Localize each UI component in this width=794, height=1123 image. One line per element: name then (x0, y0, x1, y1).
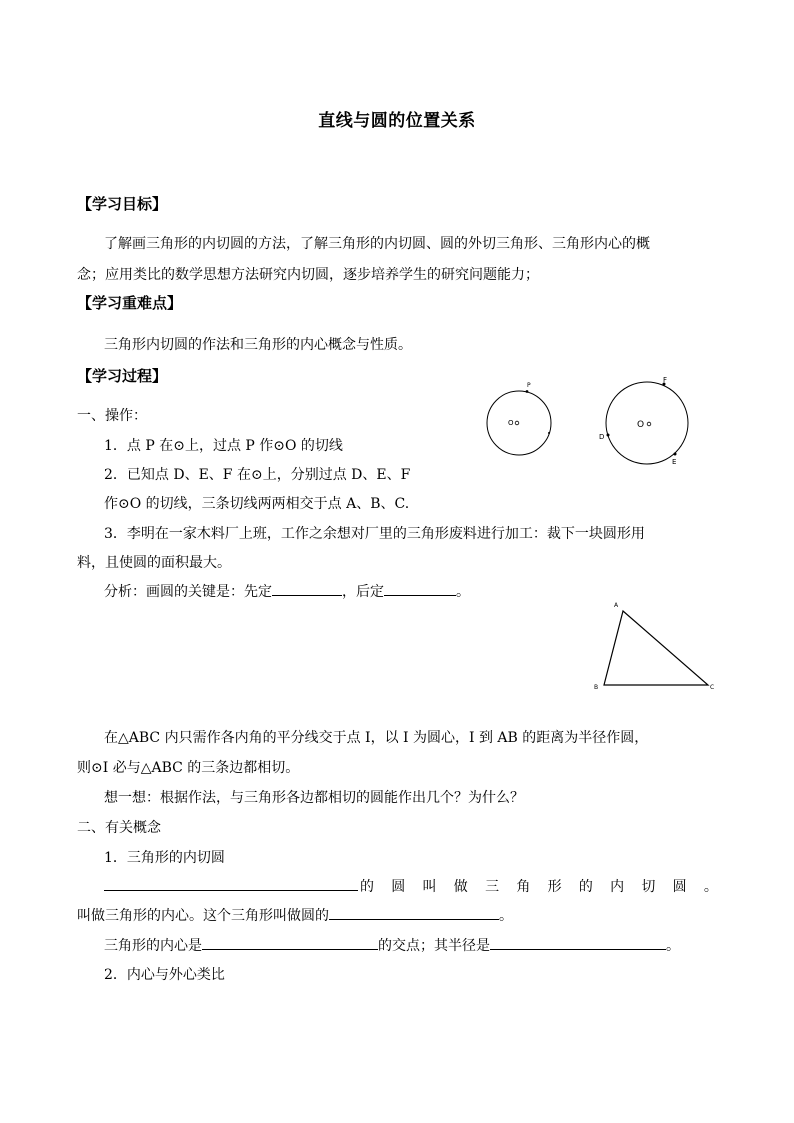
key-points-text: 三角形内切圆的作法和三角形的内心概念与性质。 (104, 337, 412, 353)
concepts-item-2: 2．内心与外心类比 (104, 967, 225, 983)
spaced-char: 切 (641, 879, 656, 895)
concepts-line2-end: 。 (499, 908, 513, 924)
spaced-char: 。 (703, 879, 718, 895)
center-point-dot (515, 421, 519, 425)
operation-heading: 一、操作： (77, 408, 147, 424)
analysis-prefix: 分析：画圆的关键是：先定 (104, 584, 272, 600)
center-o-label: O (508, 419, 514, 427)
think-question: 想一想：根据作法，与三角形各边都相切的圆能作出几个？为什么？ (104, 790, 524, 806)
goals-text-line2: 念；应用类比的数学思想方法研究内切圆，逐步培养学生的研究问题能力； (77, 267, 539, 283)
vertex-a-label: A (614, 602, 619, 609)
spaced-char: 内 (610, 879, 625, 895)
concepts-line1-spaced-text (360, 876, 718, 896)
page-title: 直线与圆的位置关系 (318, 111, 476, 131)
analysis-end: 。 (456, 584, 470, 600)
incenter-is-text: 三角形的内心是 (104, 938, 202, 954)
triangle-abc-figure (588, 596, 720, 696)
vertex-b-label: B (594, 684, 599, 691)
point-d-label: D (599, 433, 605, 441)
analysis-line (104, 581, 470, 601)
concepts-line3 (104, 935, 680, 955)
incenter-text: 叫做三角形的内心。这个三角形叫做圆的 (77, 908, 329, 924)
concepts-item-1: 1．三角形的内切圆 (104, 850, 225, 866)
point-p-dot (526, 390, 529, 393)
spaced-char: 角 (516, 879, 531, 895)
circle-mark-dot (548, 432, 550, 434)
goals-heading: 【学习目标】 (77, 195, 168, 213)
spaced-char: 做 (453, 879, 468, 895)
center-o-label-2: O (637, 420, 645, 430)
method-line1: 在△ABC 内只需作各内角的平分线交于点 I，以 I 为圆心，I 到 AB 的距离为半径作圆， (104, 730, 649, 746)
concepts-line1 (104, 876, 358, 895)
operation-item-1: 1．点 P 在⊙上，过点 P 作⊙O 的切线 (104, 438, 343, 454)
point-d-dot (607, 434, 610, 437)
method-line2: 则⊙I 必与△ABC 的三条边都相切。 (77, 760, 300, 776)
spaced-char: 的 (360, 879, 374, 895)
spaced-char: 三 (485, 879, 500, 895)
spaced-char: 圆 (391, 879, 406, 895)
circle-figure-def (595, 372, 700, 472)
spaced-char: 形 (547, 879, 562, 895)
point-f-label: F (663, 376, 668, 384)
point-e-dot (674, 453, 677, 456)
point-e-label: E (672, 458, 677, 466)
circle-figure-p (480, 378, 560, 458)
analysis-blank-2[interactable] (384, 581, 456, 596)
center-point-dot-2 (647, 422, 651, 426)
radius-text: 的交点；其半径是 (378, 938, 490, 954)
operation-item-2-cont: 作⊙O 的切线，三条切线两两相交于点 A、B、C. (104, 496, 410, 512)
operation-item-2: 2．已知点 D、E、F 在⊙上，分别过点 D、E、F (104, 467, 411, 483)
goals-text-line1: 了解画三角形的内切圆的方法，了解三角形的内切圆、圆的外切三角形、三角形内心的概 (104, 236, 650, 252)
vertex-c-label: C (710, 684, 715, 691)
analysis-middle: ，后定 (342, 584, 384, 600)
concepts-line2 (77, 905, 513, 925)
point-p-label: P (527, 382, 531, 389)
incenter-blank[interactable] (202, 935, 378, 950)
key-points-heading: 【学习重难点】 (77, 294, 183, 312)
process-heading: 【学习过程】 (77, 367, 168, 385)
spaced-char: 叫 (422, 879, 437, 895)
spaced-char: 的 (578, 879, 593, 895)
concepts-line3-end: 。 (666, 938, 680, 954)
spaced-char: 圆 (672, 879, 687, 895)
circumscribed-blank[interactable] (329, 905, 499, 920)
operation-item-3-line2: 料，且使圆的面积最大。 (77, 555, 231, 571)
operation-item-3-line1: 3．李明在一家木料厂上班，工作之余想对厂里的三角形废料进行加工：裁下一块圆形用 (104, 526, 645, 542)
radius-blank[interactable] (490, 935, 666, 950)
analysis-blank-1[interactable] (272, 581, 342, 596)
concepts-heading: 二、有关概念 (77, 820, 161, 836)
incircle-definition-blank[interactable] (104, 876, 358, 891)
